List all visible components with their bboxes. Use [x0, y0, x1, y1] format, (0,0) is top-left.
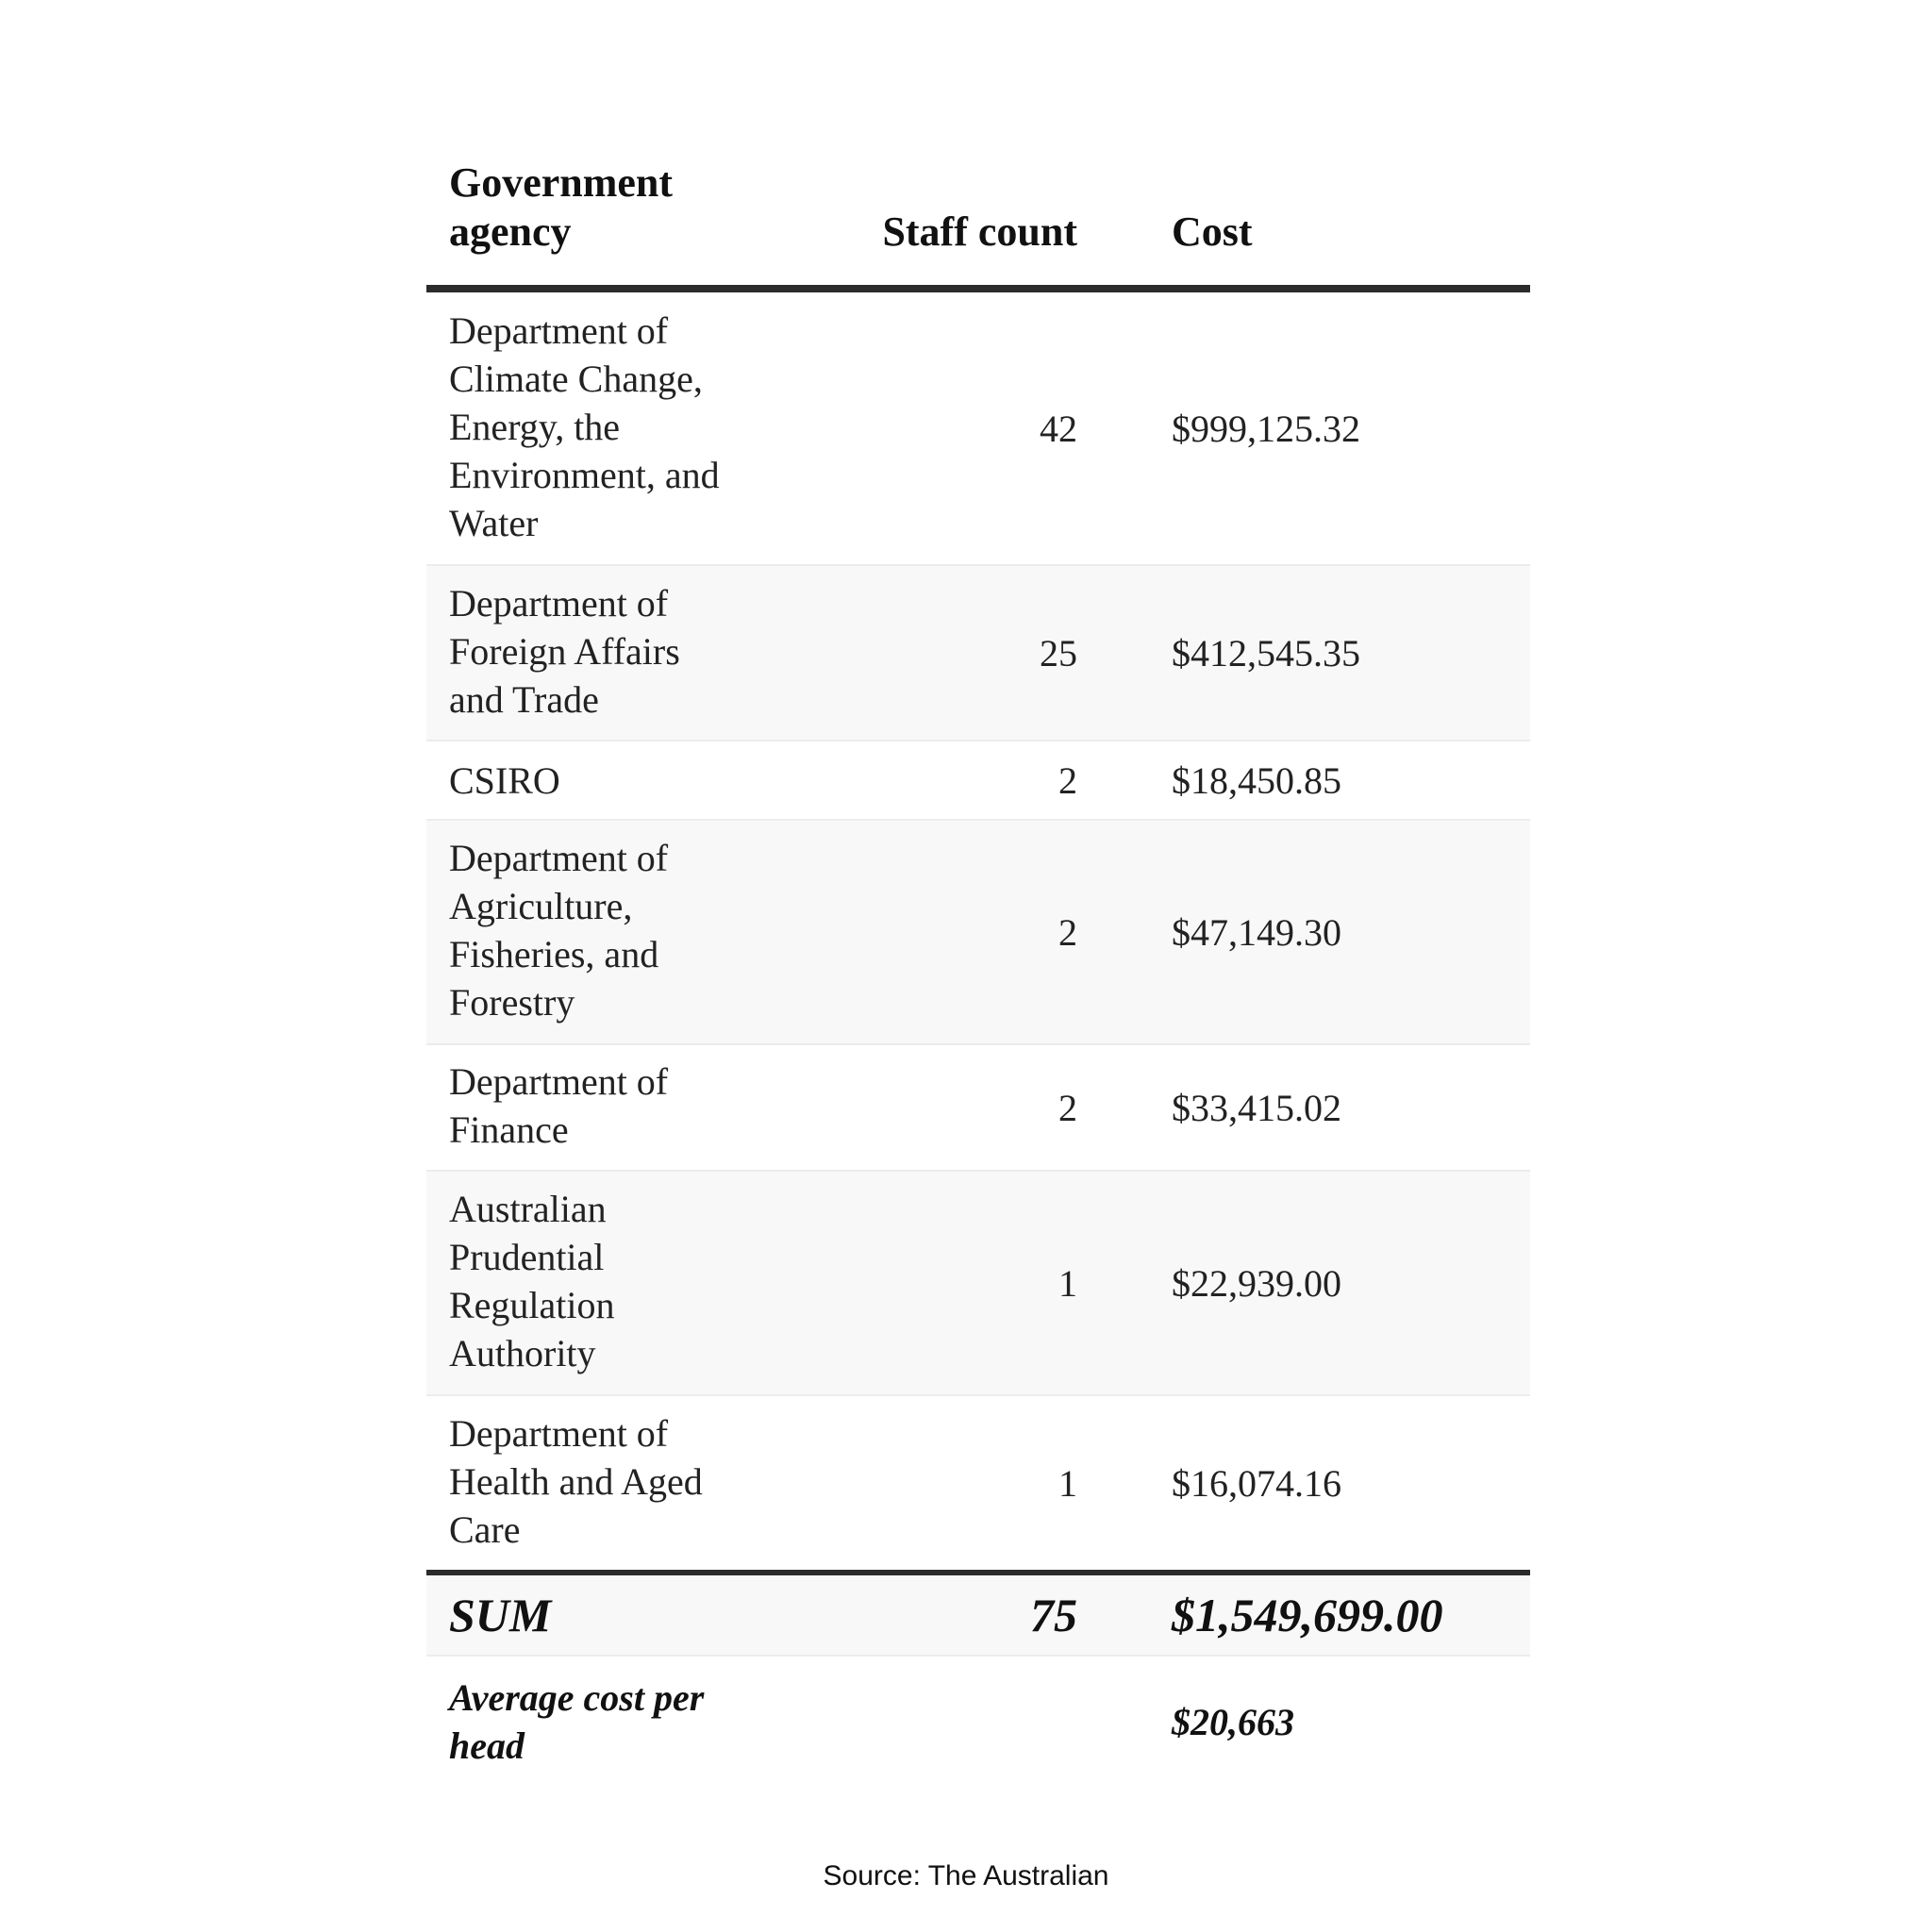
table-row	[426, 1396, 1530, 1570]
average-row	[426, 1657, 1530, 1787]
row-cost: $22,939.00	[1172, 1261, 1341, 1305]
row-cost: $412,545.35	[1172, 631, 1360, 675]
row-agency: Department of Finance	[449, 1060, 669, 1151]
header-cost: Cost	[1172, 208, 1253, 255]
table-row	[426, 1045, 1530, 1172]
average-label: Average cost per head	[449, 1676, 705, 1767]
row-staff-count: 2	[1058, 910, 1077, 954]
row-staff-count: 42	[1040, 407, 1077, 450]
table-row	[426, 821, 1530, 1045]
source-caption: Source: The Australian	[823, 1860, 1109, 1891]
sum-staff-count: 75	[1030, 1589, 1077, 1641]
average-cost: $20,663	[1172, 1700, 1294, 1743]
agency-cost-table	[426, 159, 1530, 1787]
row-agency: Department of Climate Change, Energy, the Environment, and Water	[449, 308, 720, 544]
row-cost: $33,415.02	[1172, 1086, 1341, 1129]
row-staff-count: 1	[1058, 1461, 1077, 1505]
table-row	[426, 292, 1530, 566]
sum-label: SUM	[449, 1589, 552, 1641]
row-staff-count: 2	[1058, 1086, 1077, 1129]
header-agency: Government agency	[449, 159, 674, 255]
row-cost: $47,149.30	[1172, 910, 1341, 954]
row-agency: Department of Agriculture, Fisheries, and Forestry	[449, 837, 669, 1024]
sum-row	[426, 1570, 1530, 1657]
row-agency: Department of Health and Aged Care	[449, 1411, 703, 1551]
header-staff-count: Staff count	[882, 208, 1077, 255]
row-agency: Department of Foreign Affairs and Trade	[449, 581, 680, 721]
row-staff-count: 1	[1058, 1261, 1077, 1305]
table-header	[426, 159, 1530, 292]
table-row	[426, 741, 1530, 821]
row-cost: $18,450.85	[1172, 758, 1341, 802]
row-agency: CSIRO	[449, 758, 560, 802]
sum-cost: $1,549,699.00	[1172, 1589, 1443, 1641]
row-staff-count: 2	[1058, 758, 1077, 802]
table-row	[426, 566, 1530, 741]
row-cost: $999,125.32	[1172, 407, 1360, 450]
row-staff-count: 25	[1040, 631, 1077, 675]
table-row	[426, 1172, 1530, 1396]
row-agency: Australian Prudential Regulation Authority	[449, 1188, 615, 1374]
row-cost: $16,074.16	[1172, 1461, 1341, 1505]
